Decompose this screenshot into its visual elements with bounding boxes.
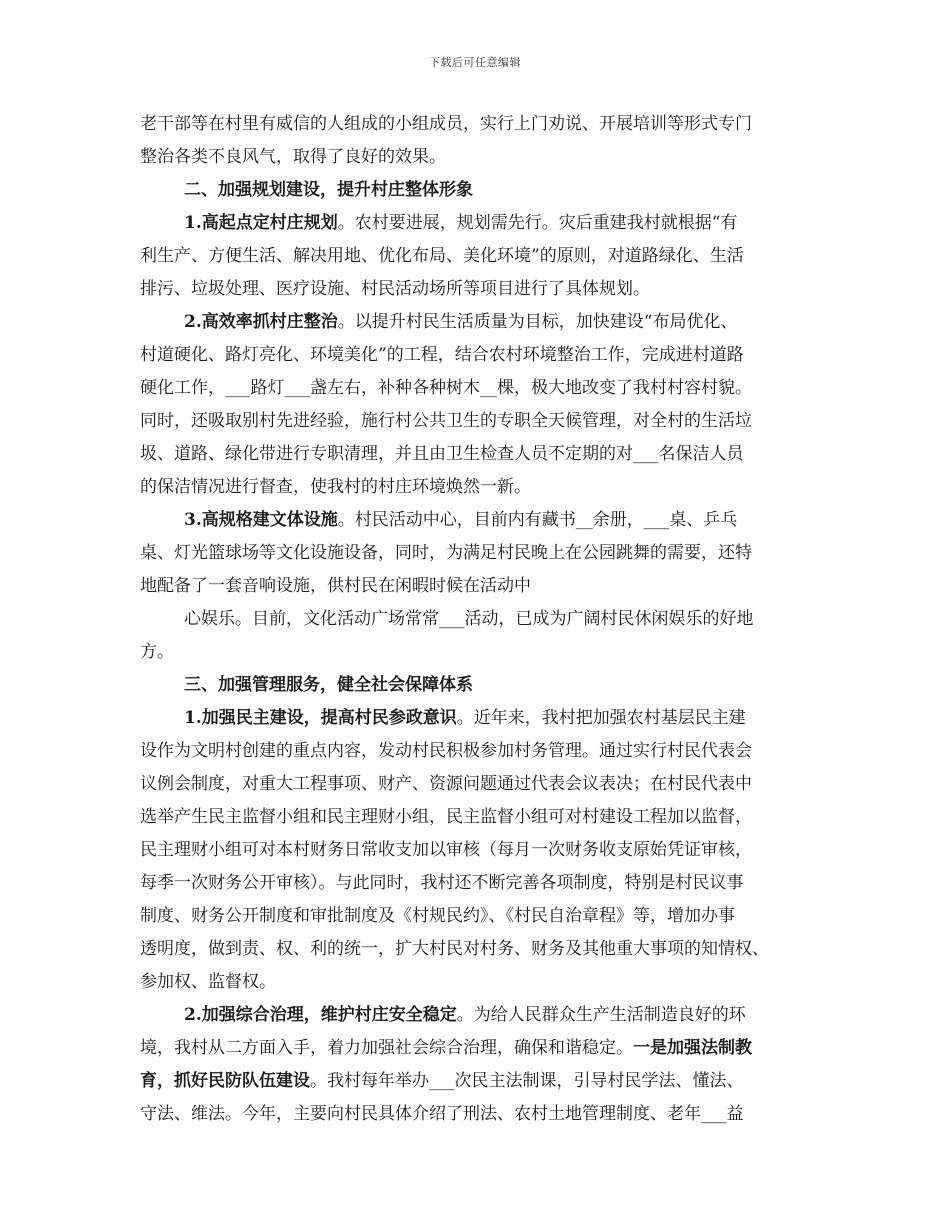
text-segment: 每季一次财务公开审核）。与此同时，我村还不断完善各项制度，特别是村民议事	[140, 873, 744, 893]
text-line	[140, 207, 830, 240]
text-line	[140, 834, 830, 867]
text-line	[140, 570, 830, 603]
text-line	[140, 339, 830, 372]
page-header: 下载后可任意编辑	[429, 56, 521, 69]
text-line	[140, 801, 830, 834]
text-segment: 。我村每年举办___次民主法制课，引导村民学法、懂法、	[310, 1071, 744, 1091]
bold-text-segment: 二、加强规划建设，提升村庄整体形象	[184, 180, 473, 200]
bold-text-segment: 1.高起点定村庄规划	[184, 213, 338, 233]
text-segment: 地配备了一套音响设施，供村民在闲暇时候在活动中	[140, 576, 531, 596]
text-segment: 利生产、方便生活、解决用地、优化布局、美化环境”的原则，对道路绿化、生活	[140, 246, 744, 266]
text-line	[140, 603, 830, 636]
text-segment: 方。	[140, 642, 174, 662]
text-line	[140, 1098, 830, 1131]
text-segment: 硬化工作，___路灯___盏左右，补种各种树木__棵，极大地改变了我村村容村貌。	[140, 378, 752, 398]
text-segment: 选举产生民主监督小组和民主理财小组，民主监督小组可对村建设工程加以监督，	[140, 807, 752, 827]
text-line	[140, 174, 830, 207]
text-line	[140, 669, 830, 702]
text-line	[140, 867, 830, 900]
text-segment: 。为给人民群众生产生活制造良好的环	[456, 1005, 746, 1025]
text-segment: 心娱乐。目前，文化活动广场常常___活动，已成为广阔村民休闲娱乐的好地	[184, 609, 754, 629]
text-segment: 。近年来，我村把加强农村基层民主建	[456, 708, 746, 728]
text-segment: 制度、财务公开制度和审批制度及《村规民约》、《村民自治章程》等，增加办事	[140, 906, 735, 926]
text-line	[140, 306, 830, 339]
text-line	[140, 1065, 830, 1098]
text-line	[140, 504, 830, 537]
text-segment: 老干部等在村里有威信的人组成的小组成员，实行上门劝说、开展培训等形式专门	[140, 114, 752, 134]
bold-text-segment: 三、加强管理服务，健全社会保障体系	[184, 675, 473, 695]
text-segment: 境，我村从二方面入手，着力加强社会综合治理，确保和谐稳定。	[140, 1038, 633, 1058]
text-line	[140, 636, 830, 669]
text-line	[140, 438, 830, 471]
text-segment: 的保洁情况进行督查，使我村的村庄环境焕然一新。	[140, 477, 531, 497]
text-line	[140, 372, 830, 405]
text-segment: 排污、垃圾处理、医疗设施、村民活动场所等项目进行了具体规划。	[140, 279, 650, 299]
text-line	[140, 405, 830, 438]
text-segment: 同时，还吸取别村先进经验，施行村公共卫生的专职全天候管理，对全村的生活垃	[140, 411, 752, 431]
text-segment: 村道硬化、路灯亮化、环境美化”的工程，结合农村环境整治工作，完成进村道路	[140, 345, 744, 365]
text-line	[140, 537, 830, 570]
text-line	[140, 702, 830, 735]
text-line	[140, 999, 830, 1032]
text-segment: 透明度，做到责、权、利的统一，扩大村民对村务、财务及其他重大事项的知情权、	[140, 939, 769, 959]
bold-text-segment: 2.加强综合治理，维护村庄安全稳定	[184, 1005, 457, 1025]
text-segment: 设作为文明村创建的重点内容，发动村民积极参加村务管理。通过实行村民代表会	[140, 741, 752, 761]
text-line	[140, 735, 830, 768]
text-segment: 整治各类不良风气，取得了良好的效果。	[140, 147, 446, 167]
text-line	[140, 933, 830, 966]
bold-text-segment: 一是加强法制教	[633, 1038, 752, 1058]
text-line	[140, 966, 830, 999]
text-line	[140, 900, 830, 933]
text-segment: 桌、灯光篮球场等文化设施设备，同时，为满足村民晚上在公园跳舞的需要，还特	[140, 543, 752, 563]
text-segment: 参加权、监督权。	[140, 972, 276, 992]
bold-text-segment: 2.高效率抓村庄整治	[184, 312, 338, 332]
text-line	[140, 273, 830, 306]
text-line	[140, 768, 830, 801]
bold-text-segment: 1.加强民主建设，提高村民参政意识	[184, 708, 457, 728]
text-segment: 。村民活动中心，目前内有藏书__余册，___桌、乒乓	[337, 510, 738, 530]
text-line	[140, 108, 830, 141]
text-line	[140, 141, 830, 174]
text-line	[140, 240, 830, 273]
text-line	[140, 471, 830, 504]
document-body	[140, 108, 830, 1131]
text-segment: 圾、道路、绿化带进行专职清理，并且由卫生检查人员不定期的对___名保洁人员	[140, 444, 744, 464]
bold-text-segment: 育，抓好民防队伍建设	[140, 1071, 310, 1091]
text-line	[140, 1032, 830, 1065]
text-segment: 守法、维法。今年，主要向村民具体介绍了刑法、农村土地管理制度、老年___益	[140, 1104, 744, 1124]
text-segment: 民主理财小组可对本村财务日常收支加以审核（每月一次财务收支原始凭证审核，	[140, 840, 752, 860]
text-segment: 。农村要进展，规划需先行。灾后重建我村就根据“有	[337, 213, 738, 233]
text-segment: 议例会制度，对重大工程事项、财产、资源问题通过代表会议表决；在村民代表中	[140, 774, 752, 794]
bold-text-segment: 3.高规格建文体设施	[184, 510, 338, 530]
text-segment: 。以提升村民生活质量为目标，加快建设“布局优化、	[337, 312, 738, 332]
